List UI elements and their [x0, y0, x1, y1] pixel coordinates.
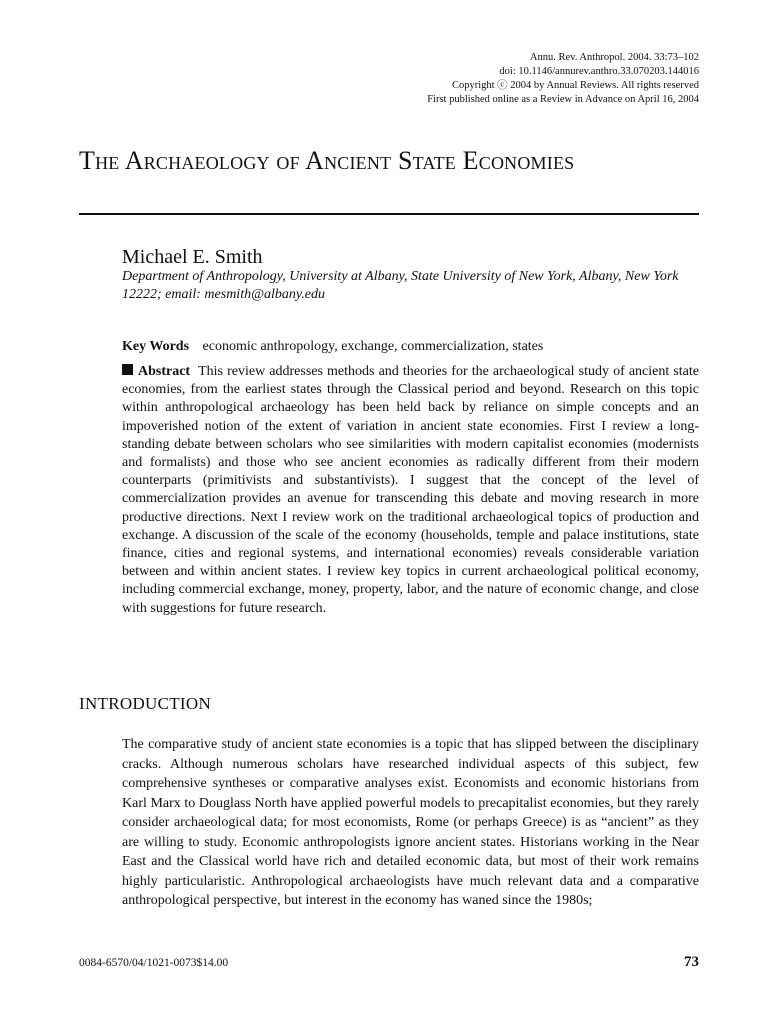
keywords-text: economic anthropology, exchange, commercialization, states	[202, 339, 544, 354]
abstract-square-icon	[122, 364, 133, 375]
copyright-line: Copyright ⓒ 2004 by Annual Reviews. All rights reserved	[451, 80, 699, 91]
keywords-label: Key Words	[122, 339, 190, 354]
page-number: 73	[684, 954, 699, 970]
author-affiliation: Department of Anthropology, University at Albany, State University of New York, Albany, New York 12222; email: mesmith@albany.edu	[122, 269, 679, 302]
abstract-text: This review addresses methods and theories for the archaeological study of ancient state economies, from the earliest states through the Classical period and beyond. Research on this topic within anthropological archaeology has been held back by reliance on simple concepts and an impoverished notion of the extent of variation in ancient state economies. First I review a long-standing debate between scholars who see similarities with modern capitalist economies (modernists and formalists) and those who see ancient economies as radically different from their modern counterparts (primitivists and substantivists). I suggest that the concept of the level of commercialization provides an avenue for transcending this debate and moving research in more productive directions. Next I review work on the traditional archaeological topics of production and exchange. A discussion of the scale of the economy (households, temple and palace institutions, state finance, cities and regional systems, and international economies) reveals considerable variation between and within ancient states. I review key topics in current archaeological political economy, including commercial exchange, money, property, labor, and the nature of economic change, and close with suggestions for future research.	[122, 364, 699, 616]
citation-line: Annu. Rev. Anthropol. 2004. 33:73–102	[529, 52, 699, 63]
author-name: Michael E. Smith	[122, 246, 263, 268]
article-title: The Archaeology of Ancient State Economies	[79, 146, 575, 175]
title-rule	[79, 213, 699, 215]
section-heading: INTRODUCTION	[79, 694, 212, 713]
published-line: First published online as a Review in Advance on April 16, 2004	[427, 94, 699, 105]
doi-line: doi: 10.1146/annurev.anthro.33.070203.144016	[499, 66, 699, 77]
footer-code: 0084-6570/04/1021-0073$14.00	[79, 957, 229, 969]
keywords	[122, 337, 699, 357]
introduction-text: The comparative study of ancient state economies is a topic that has slipped between the disciplinary cracks. Although numerous scholars have researched individual aspects of this subject, few comprehensive syntheses or comparative analyses exist. Economists and economic historians from Karl Marx to Douglass North have applied powerful models to precapitalist economies, but they rarely consider archaeological data; for most economists, Rome (or perhaps Greece) is as “ancient” as they are willing to study. Economic anthropologists ignore ancient states. Historians working in the Near East and the Classical world have rich and detailed economic data, but most of their work remains highly particularistic. Anthropological archaeologists have much relevant data and a comparative anthropological perspective, but interest in the economy has waned since the 1980s;	[122, 737, 699, 908]
journal-header	[279, 51, 699, 107]
abstract-label: Abstract	[138, 364, 191, 379]
abstract	[122, 363, 699, 618]
